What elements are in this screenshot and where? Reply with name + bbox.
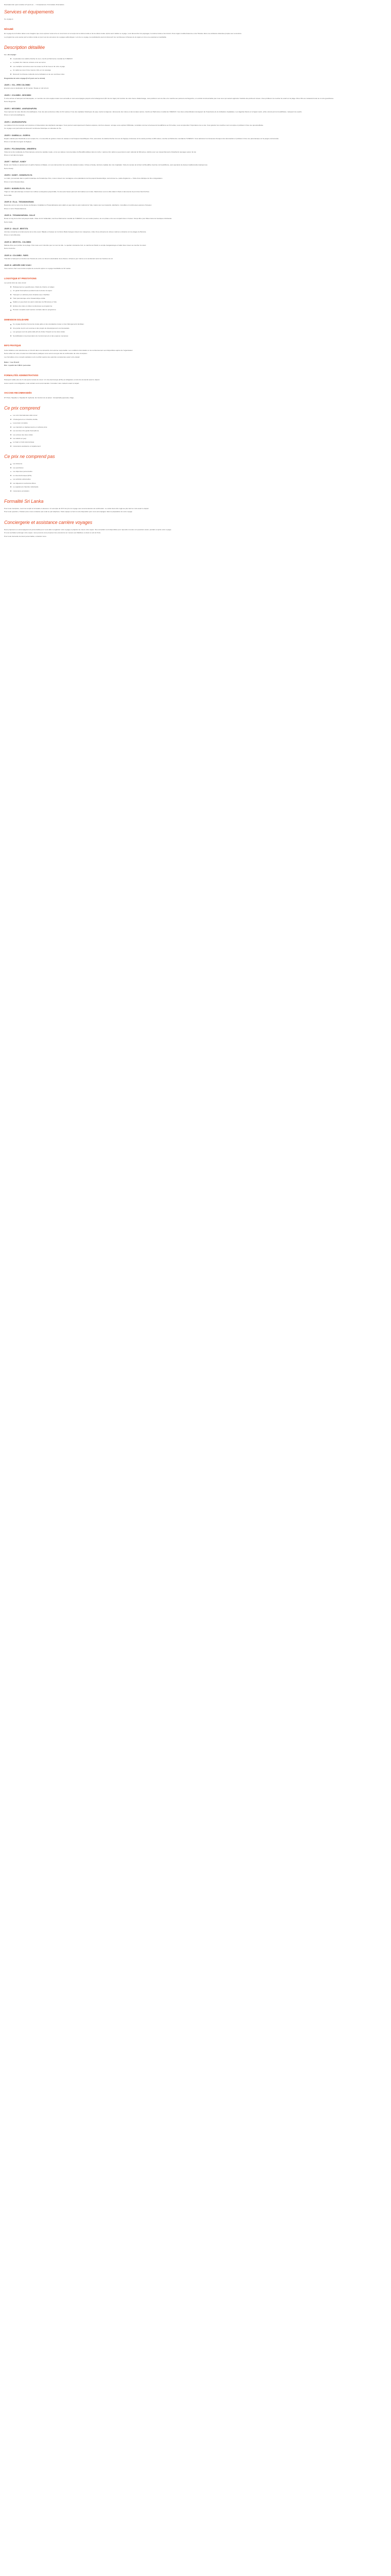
day-title: JOUR 7 : MATALE - KANDY bbox=[4, 161, 26, 163]
day-paragraph: Départ matinal pour Dambulla et son temple d'or, un ensemble de grottes ornées de statues et de fresques bouddhiques. Puis, ascension du célèbre Rocher du Lion de Sigiriya, forteresse du Ve siècle perchée à 200 mètres, inscrite au Patrimoine mondial de l'UNESCO. Vous admirerez les fameuses fresques des demoiselles et profiterez d'une vue panoramique sur la jungle environnante. bbox=[4, 137, 279, 140]
day-title: JOUR 15 : ARRIVÉE CHEZ VOUS ! bbox=[4, 264, 32, 267]
conciergerie-heading: Conciergerie et assistance carrière voyages bbox=[4, 519, 92, 525]
price-label: Prix : à partir de 2 450 € / personne bbox=[4, 364, 31, 367]
day-title: JOUR 11 : TISSAMAHARAMA - GALLE bbox=[4, 214, 35, 217]
list-item: Le visa électronique (ETA) bbox=[10, 474, 387, 477]
day-title: JOUR 3 : NEGOMBO - ANURADHAPURA bbox=[4, 107, 37, 110]
day-paragraph: Dîner et nuit à Tissamaharama. bbox=[4, 207, 27, 210]
day-paragraph: Descente vers le sud et les chutes de Ravana. Installation à Tissamaharama puis safari en jeep dans le parc national de Yala, réputé pour ses léopards, éléphants, crocodiles et nombreuses espèces d'oiseaux. bbox=[4, 204, 152, 207]
list-item: Train panoramique entre Nuwara Eliya et Ella bbox=[10, 297, 387, 299]
environment-list bbox=[4, 323, 387, 337]
day-paragraph: Nuit à Colombo. bbox=[4, 247, 16, 250]
itinerary-day bbox=[4, 94, 387, 103]
highlights-list bbox=[4, 58, 387, 75]
itinerary-day bbox=[4, 214, 387, 223]
list-item: Les vols internationaux aller-retour bbox=[10, 414, 387, 416]
list-item: L'exploration du célèbre Rocher du Lion, inscrit au Patrimoine mondial de l'UNESCO bbox=[10, 58, 387, 60]
environment-heading: DIMENSION SOLIDAIRE bbox=[4, 318, 29, 321]
day-paragraph: Le matin, promenade dans le jardin botanique de Peradeniya. Puis, route à travers les montagnes et les plantations de thé jusqu'à Nuwara Eliya, surnommée la « petite Angleterre ». Visite d'une fabrique de thé et dégustation. bbox=[4, 177, 163, 180]
itinerary-day bbox=[4, 174, 387, 183]
excluded-heading: Ce prix ne comprend pas bbox=[4, 454, 55, 460]
day-paragraph: Nuit à Ella. bbox=[4, 194, 12, 196]
list-item: Safaris en jeep dans les parcs nationaux de Minneriya et Yala bbox=[10, 301, 387, 303]
day-paragraph: Vous reprenez la route direction Anuradhapura, l'une des plus anciennes villes du Sri Lanka et l'une des capitales historiques du pays. Après le déjeuner, découverte des ruines et des temples sacrés, inscrits au Patrimoine mondial de l'UNESCO. Ces sites extraordinaires témoignent de l'importance de la civilisation cinghalaise. Les dagobas blancs et le figuier sacré, arbre vénéré par les bouddhistes, marquent les esprits. bbox=[4, 110, 302, 113]
list-item: Hébergement en guesthouses, hôtels de charme et lodges bbox=[10, 286, 387, 288]
vaccines-text: DT Polio, Hépatite A, Hépatite B, Typhoïde. En fonction de la saison : Encéphalite japonaise, Rage. bbox=[4, 396, 74, 399]
day-paragraph: Journée consacrée à la découverte de la côte ouest. Balade en bateau sur la rivière Madu Ganga à travers les mangroves, visite d'une écloserie de tortues marines et détente sur les plages de Bentota. bbox=[4, 231, 146, 233]
logistics-heading: LOGISTIQUE ET PRESTATIONS bbox=[4, 277, 37, 280]
itinerary-day bbox=[4, 255, 387, 260]
dates-label: Dates : 1 au 15 avril bbox=[4, 361, 19, 364]
resume-text bbox=[4, 32, 387, 38]
day-paragraph: Dîner et nuit à Anuradhapura. bbox=[4, 114, 25, 116]
itinerary-day bbox=[4, 188, 387, 196]
excluded-list bbox=[4, 463, 387, 492]
itinerary-day bbox=[4, 241, 387, 250]
day-paragraph: À votre arrivée à l'aéroport de Katunayake, un membre de notre équipe locale vous accueille et vous accompagne jusqu'à votre hébergement (30 min de trajet). En fonction de votre heure d'atterrissage, nous partirons vers la côte et le marché aux poissons de Negombo, un endroit incontournable pour tous ceux qui veulent apprécier l'activité des pêcheurs locaux. Vous profiterez du coucher de soleil sur la plage. Dîner libre au restaurant local ou à votre guesthouse. bbox=[4, 97, 334, 99]
itinerary-day bbox=[4, 201, 387, 210]
itinerary-day bbox=[4, 84, 387, 89]
included-list bbox=[4, 414, 387, 447]
day-paragraph: Nuit à Galle. bbox=[4, 221, 13, 223]
list-item: Les multiples rencontres avec les locaux au fil de l'eau et de votre voyage bbox=[10, 65, 387, 67]
itinerary-day bbox=[4, 161, 387, 170]
day-title: JOUR 13 : BENTOTA - COLOMBO bbox=[4, 241, 31, 243]
conciergerie-paragraph: Si vous souhaitez prolonger votre séjour, nous pouvons vous proposer des extensions sur mesure aux Maldives ou dans le sud de l'Inde. bbox=[4, 532, 101, 534]
programme-label: Programme de votre voyage (5 à 5 jours sur le circuit) bbox=[4, 77, 45, 80]
itinerary-day bbox=[4, 108, 387, 116]
day-title: JOUR 12 : GALLE - BENTOTA bbox=[4, 228, 28, 230]
list-item: Découvrir la richesse culturelle de la civilisation et de ses nombreux sites bbox=[10, 73, 387, 75]
info-paragraph: Notre cahier de route et toutes les informations pratiques vous seront envoyés dès la confirmation de votre inscription. bbox=[4, 352, 88, 355]
list-item: Les pourboires bbox=[10, 467, 387, 469]
list-item: Transport en véhicule privé climatisé avec chauffeur bbox=[10, 294, 387, 296]
list-item: Les activités optionnelles bbox=[10, 478, 387, 480]
breadcrumb: Description En quoi consiste le 5 jours au ... / Compétences / Formulaire d'inscription bbox=[4, 4, 64, 6]
list-item: La pension complète bbox=[10, 422, 387, 424]
day-title: JOUR 2 : COLOMBO - NEGOMBO bbox=[4, 94, 31, 96]
resume-paragraph: Le programme a été pensé par la culture locale et pour tous les amoureux de voyages authentiques. Lors de ce voyage, les participants pourront découvrir les nombreuses richesses de la région et vivre une expérience inoubliable. bbox=[4, 36, 167, 38]
list-item: Un safari au cœur d'une réserve riche en vie sauvage bbox=[10, 69, 387, 71]
formalities-heading: FORMALITÉS ADMINISTRATIVES bbox=[4, 374, 39, 377]
formalities-paragraph: Aucun vaccin n'est obligatoire, mais certains sont recommandés. Consultez votre médecin avant le départ. bbox=[4, 382, 79, 384]
day-paragraph: Dîner et nuit à Bentota. bbox=[4, 234, 21, 236]
day-paragraph: Dîner et nuit dans la région de Sigiriya. bbox=[4, 141, 32, 143]
itinerary bbox=[4, 84, 387, 269]
list-item: Une partie du prix est reversée à des projets de développement communautaire bbox=[10, 327, 387, 329]
day-paragraph: Nuit à Negombo. bbox=[4, 100, 17, 103]
day-paragraph: Transfert à l'aéroport en fonction de l'horaire de votre vol. Envol à destination de la France. Arrivée le jour même ou le lendemain selon les horaires de vol. bbox=[4, 257, 113, 260]
list-item: Ce voyage favorise l'économie locale grâce à des prestataires locaux et des hébergements familiaux bbox=[10, 323, 387, 325]
resume-heading: RÉSUMÉ bbox=[4, 27, 13, 30]
list-item: Le trajet en train panoramique bbox=[10, 441, 387, 443]
day-title: JOUR 14 : COLOMBO - PARIS bbox=[4, 254, 28, 257]
day-paragraph: Route le long de la côte sud jusqu'à Galle. Visite du fort hollandais, inscrit au Patrimoine mondial de l'UNESCO, de ses ruelles pavées, de son phare et de ses remparts face à l'océan. Temps libre pour flâner dans les boutiques d'artisanat. bbox=[4, 217, 172, 220]
day-paragraph: Route vers Kandy en passant par un jardin d'épices à Matale, où vous découvrirez les vertus des plantes locales. Arrivée à Kandy, dernière capitale des rois cinghalais. Visite du temple de la Dent du Bouddha, haut lieu du bouddhisme, puis spectacle de danses traditionnelles kandyennes. bbox=[4, 164, 208, 166]
day-title: JOUR 4 : ANURADHAPURA bbox=[4, 121, 27, 123]
itinerary-day bbox=[4, 228, 387, 236]
day-paragraph: Envolez-vous à destination du Sri Lanka ! Repas et nuit à bord. bbox=[4, 87, 49, 90]
page bbox=[0, 0, 391, 537]
itinerary-day bbox=[4, 264, 387, 269]
conciergerie-paragraph: Pour toute demande de devis personnalisé, contactez-nous. bbox=[4, 535, 47, 537]
list-item: Les safaris en jeep bbox=[10, 437, 387, 439]
info-paragraph: Les formalités et les conseils sanitaires sont à vérifier auprès des autorités compétentes avant votre départ. bbox=[4, 355, 80, 358]
day-paragraph: Trajet en train panoramique à travers les collines verdoyantes jusqu'à Ella, l'un des plus beaux parcours ferroviaires au monde. Randonnée vers le Little Adam's Peak et découverte du pont des Neuf Arches. bbox=[4, 191, 150, 193]
info-heading: INFO PRATIQUE bbox=[4, 344, 21, 347]
list-item: Un guide francophone pendant toute la durée du séjour bbox=[10, 290, 387, 292]
itinerary-day bbox=[4, 134, 387, 143]
day-paragraph: Les plaines hors de la jungle sont propices à l'observation des éléphants sauvages. Vous pourrez aussi apercevoir d'autres espèces, dont les oiseaux. Lorsque vous explorez Mihintale, considéré comme le berceau du bouddhisme au Sri Lanka, vous comprendrez l'importance de ce site. Vous gravirez les marches vers le temple et profiterez d'une vue époustouflante. bbox=[4, 124, 264, 126]
services-subtitle: Ce voyage à bbox=[4, 18, 13, 21]
day-title: JOUR 9 : NUWARA ELIYA - ELLA bbox=[4, 188, 31, 190]
itinerary-day bbox=[4, 148, 387, 157]
day-title: JOUR 6 : POLONNARUWA - MINNERIYA bbox=[4, 147, 37, 150]
day-title: JOUR 8 : KANDY - NUWARA ELIYA bbox=[4, 174, 32, 177]
day-title: JOUR 10 : ELLA - TISSAMAHARAMA bbox=[4, 201, 34, 204]
list-item: Les déjeuners mentionnés libres bbox=[10, 482, 387, 484]
list-item: Le plaisir d'un bain de volcans et de ses terres bbox=[10, 61, 387, 63]
detail-heading: Description détaillée bbox=[4, 45, 45, 50]
list-item: Les groupes sont de petite taille afin de limiter l'impact sur les sites visités bbox=[10, 331, 387, 333]
list-item: Les boissons bbox=[10, 463, 387, 465]
day-paragraph: Vous rentrez chez vous la tête remplie de souvenirs après ce voyage inoubliable au Sri Lanka. bbox=[4, 267, 71, 270]
list-item: Les services d'un guide francophone bbox=[10, 430, 387, 432]
list-item: Sensibilisation à la préservation de l'environnement et des espèces menacées bbox=[10, 335, 387, 337]
register-paragraph: Pour toute inscription, merci de remplir le formulaire ci-dessous. Un acompte de 30 % du prix du voyage vous sera demandé à la confirmation. Le solde devra être réglé au plus tard un mois avant le départ. bbox=[4, 507, 149, 510]
logistics-note: Les points forts de notre circuit : bbox=[4, 282, 27, 284]
list-item: L'hébergement en chambre double bbox=[10, 418, 387, 420]
conciergerie-paragraph: Nous proposons un accompagnement personnalisé pour vous aider à organiser votre voyage et préparer au mieux votre séjour. Nos conseillers sont disponibles pour répondre à toutes vos questions avant, pendant et après votre voyage. bbox=[4, 528, 172, 531]
day-paragraph: Nuit à Kandy. bbox=[4, 167, 14, 170]
day-paragraph: Ce voyage vous permettra de découvrir la richesse historique et culturelle de l'île. bbox=[4, 127, 62, 130]
itinerary-day bbox=[4, 121, 387, 130]
register-paragraph: Pour toute question, n'hésitez pas à nous contacter par email ou par téléphone. Notre équipe se tient à votre disposition pour vous accompagner dans la préparation de votre voyage. bbox=[4, 511, 133, 513]
highlights-label: Le + du voyage : bbox=[4, 54, 17, 56]
day-title: JOUR 5 : DAMBULLA - SIGIRIYA bbox=[4, 134, 30, 137]
list-item: Les transferts et déplacements en véhicule privé bbox=[10, 426, 387, 428]
included-heading: Ce prix comprend bbox=[4, 405, 40, 411]
formalities-paragraph: Passeport valide plus de 6 mois après la date de retour. Un visa électronique (ETA) est obligatoire et doit être demandé avant le départ. bbox=[4, 379, 100, 381]
day-paragraph: Matinée libre pour profiter de la plage. Puis route vers Colombo pour un tour de ville : le quartier colonial de Fort, le marché de Pettah, le temple Gangaramaya et Galle Face Green au coucher du soleil. bbox=[4, 244, 146, 246]
list-item: Le supplément chambre individuelle bbox=[10, 486, 387, 488]
register-heading: Formalité Sri Lanka bbox=[4, 498, 44, 504]
list-item: Entrées des sites et visites mentionnées au programme bbox=[10, 305, 387, 307]
day-paragraph: Dîner et nuit dans la région. bbox=[4, 154, 24, 157]
logistics-list bbox=[4, 286, 387, 311]
list-item: Les dépenses personnelles bbox=[10, 470, 387, 472]
day-paragraph: Visite de la cité médiévale de Polonnaruwa, ancienne capitale royale, et de ses statues monumentales du Bouddha taillées dans la roche. L'après-midi, safari en jeep dans le parc national de Minneriya, célèbre pour ses rassemblements d'éléphants sauvages autour du lac. bbox=[4, 150, 197, 153]
list-item: Les entrées des sites visités bbox=[10, 434, 387, 436]
list-item: L'assurance annulation bbox=[10, 490, 387, 492]
list-item: L'assurance assistance et rapatriement bbox=[10, 445, 387, 447]
services-heading: Services et équipements bbox=[4, 9, 54, 15]
day-paragraph: Dîner et nuit à Nuwara Eliya. bbox=[4, 180, 25, 183]
info-paragraph: Cette initiative a été sélectionnée et s'inscrit dans une démarche de tourisme responsable. Les conditions d'annulation et de remboursement sont disponibles auprès de l'organisateur. bbox=[4, 349, 133, 351]
list-item: Pension complète sauf mention contraire dans le programme bbox=[10, 309, 387, 311]
day-title: JOUR 1 : VOL, VERS COLOMBO bbox=[4, 84, 30, 87]
resume-paragraph: En voyage de la Culture laisse vous imaginer que vous explorez cette terre où vous ferez en le temps de la culture locale et de la culture locale. Après avoir réalisé ce voyage, vous découvrirez les paysages, la cuisine locale et les trésors d'une région méditerranéenne et de l'histoire dans une ambiance détendue propice aux rencontres. bbox=[4, 32, 242, 35]
vaccines-heading: VACCINS RECOMMANDÉS bbox=[4, 392, 32, 395]
